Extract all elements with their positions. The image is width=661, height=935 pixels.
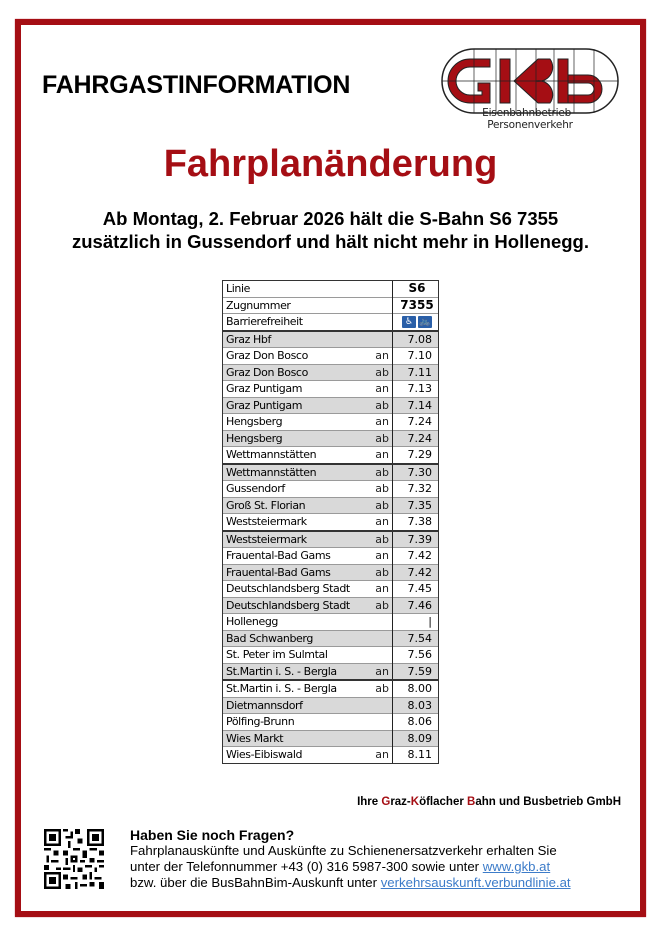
qr-code-icon[interactable] xyxy=(44,829,104,889)
departure-time: 7.08 xyxy=(393,331,439,348)
arrival-departure: ab xyxy=(368,680,393,697)
station-name: Groß St. Florian xyxy=(223,497,368,514)
gkb-website-link[interactable]: www.gkb.at xyxy=(482,859,551,874)
timetable-row xyxy=(223,597,438,614)
station-name: Graz Puntigam xyxy=(223,381,368,398)
arrival-departure: an xyxy=(368,447,393,464)
departure-time: 8.06 xyxy=(393,714,439,731)
line-label: Linie xyxy=(226,282,250,296)
station-name: Wies Markt xyxy=(223,730,368,747)
departure-time: 7.24 xyxy=(393,414,439,431)
arrival-departure xyxy=(368,331,393,348)
faq-question: Haben Sie noch Fragen? xyxy=(130,827,295,843)
station-name: Weststeiermark xyxy=(223,514,368,531)
station-name: Wettmannstätten xyxy=(223,447,368,464)
departure-time: 7.10 xyxy=(393,348,439,365)
arrival-departure xyxy=(368,614,393,631)
departure-time: 7.11 xyxy=(393,364,439,381)
arrival-departure: an xyxy=(368,663,393,680)
arrival-departure: ab xyxy=(368,497,393,514)
verbund-info-link[interactable]: verkehrsauskunft.verbundlinie.at xyxy=(380,875,571,890)
arrival-departure: an xyxy=(368,747,393,763)
departure-time: 7.30 xyxy=(393,464,439,481)
station-name: Deutschlandsberg Stadt xyxy=(223,581,368,598)
station-name: Dietmannsdorf xyxy=(223,697,368,714)
arrival-departure: an xyxy=(368,381,393,398)
header-row-line xyxy=(223,281,438,297)
header-row-accessibility xyxy=(223,314,438,331)
station-name: Frauental-Bad Gams xyxy=(223,548,368,565)
departure-time: 7.45 xyxy=(393,581,439,598)
departure-time: 7.38 xyxy=(393,514,439,531)
timetable-row xyxy=(223,647,438,664)
timetable-row xyxy=(223,548,438,565)
station-name: Pölfing-Brunn xyxy=(223,714,368,731)
timetable-row xyxy=(223,680,438,697)
arrival-departure: ab xyxy=(368,397,393,414)
arrival-departure: ab xyxy=(368,430,393,447)
departure-time: 7.59 xyxy=(393,663,439,680)
notice-headline: Fahrplanänderung xyxy=(163,143,498,185)
train-number-label: Zugnummer xyxy=(223,297,368,314)
arrival-departure xyxy=(368,730,393,747)
timetable-row xyxy=(223,348,438,365)
departure-time: 8.11 xyxy=(393,747,439,763)
station-name: Hollenegg xyxy=(223,614,368,631)
timetable-row xyxy=(223,381,438,398)
timetable-row xyxy=(223,531,438,548)
station-name: Frauental-Bad Gams xyxy=(223,564,368,581)
departure-time: 7.42 xyxy=(393,548,439,565)
station-name: Wies-Eibiswald xyxy=(223,747,368,763)
arrival-departure: an xyxy=(368,414,393,431)
station-name: Deutschlandsberg Stadt xyxy=(223,597,368,614)
timetable-row xyxy=(223,564,438,581)
timetable-row xyxy=(223,714,438,731)
departure-time: 7.32 xyxy=(393,481,439,498)
departure-time: 7.46 xyxy=(393,597,439,614)
station-name: Gussendorf xyxy=(223,481,368,498)
station-name: Graz Puntigam xyxy=(223,397,368,414)
accessibility-label: Barrierefreiheit xyxy=(223,314,368,331)
timetable-row xyxy=(223,581,438,598)
station-name: St.Martin i. S. - Bergla xyxy=(223,663,368,680)
arrival-departure: ab xyxy=(368,531,393,548)
faq-text-3: bzw. über die BusBahnBim-Auskunft unter verkehrsauskunft.verbundlinie.at xyxy=(130,875,571,890)
departure-time: | xyxy=(393,614,439,631)
header-row-train-number xyxy=(223,297,438,314)
timetable-row xyxy=(223,614,438,631)
line-value: S6 xyxy=(408,281,426,296)
notice-line-1: Ab Montag, 2. Februar 2026 hält die S-Bahn S6 7355 xyxy=(102,208,559,229)
timetable-row xyxy=(223,497,438,514)
station-name: St. Peter im Sulmtal xyxy=(223,647,368,664)
notice-text xyxy=(0,207,661,253)
timetable xyxy=(222,280,439,764)
timetable-row xyxy=(223,697,438,714)
timetable-row xyxy=(223,430,438,447)
arrival-departure: an xyxy=(368,348,393,365)
company-signature: Ihre Graz-Köflacher Bahn und Busbetrieb GmbH xyxy=(357,796,621,808)
station-name: Weststeiermark xyxy=(223,531,368,548)
departure-time: 8.09 xyxy=(393,730,439,747)
station-name: Graz Don Bosco xyxy=(223,364,368,381)
timetable-row xyxy=(223,514,438,531)
timetable-row xyxy=(223,730,438,747)
station-name: St.Martin i. S. - Bergla xyxy=(223,680,368,697)
station-name: Bad Schwanberg xyxy=(223,630,368,647)
departure-time: 7.56 xyxy=(393,647,439,664)
departure-time: 7.39 xyxy=(393,531,439,548)
faq-text-2: unter der Telefonnummer +43 (0) 316 5987-300 sowie unter www.gkb.at xyxy=(130,859,551,874)
arrival-departure: ab xyxy=(368,597,393,614)
station-name: Hengsberg xyxy=(223,414,368,431)
faq-text-1: Fahrplanauskünfte und Auskünfte zu Schienenersatzverkehr erhalten Sie xyxy=(130,843,557,858)
arrival-departure: an xyxy=(368,514,393,531)
timetable-row xyxy=(223,397,438,414)
timetable-row xyxy=(223,464,438,481)
arrival-departure xyxy=(368,714,393,731)
departure-time: 7.29 xyxy=(393,447,439,464)
timetable-row xyxy=(223,663,438,680)
departure-time: 7.35 xyxy=(393,497,439,514)
station-name: Graz Hbf xyxy=(223,331,368,348)
logo-subtitle: Eisenbahnbetrieb - Personenverkehr xyxy=(482,107,578,131)
station-name: Wettmannstätten xyxy=(223,464,368,481)
departure-time: 8.00 xyxy=(393,680,439,697)
timetable-row xyxy=(223,364,438,381)
arrival-departure xyxy=(368,630,393,647)
wheelchair-icon: ♿ xyxy=(402,316,416,328)
arrival-departure: ab xyxy=(368,364,393,381)
arrival-departure: ab xyxy=(368,481,393,498)
station-name: Hengsberg xyxy=(223,430,368,447)
page-title: FAHRGASTINFORMATION xyxy=(42,71,351,99)
departure-time: 7.14 xyxy=(393,397,439,414)
station-name: Graz Don Bosco xyxy=(223,348,368,365)
timetable-row xyxy=(223,747,438,763)
arrival-departure: an xyxy=(368,548,393,565)
timetable-row xyxy=(223,481,438,498)
timetable-row xyxy=(223,414,438,431)
train-number-value: 7355 xyxy=(393,297,439,314)
departure-time: 7.42 xyxy=(393,564,439,581)
departure-time: 7.13 xyxy=(393,381,439,398)
arrival-departure: an xyxy=(368,581,393,598)
arrival-departure xyxy=(368,647,393,664)
contact-info xyxy=(130,827,571,891)
notice-line-2: zusätzlich in Gussendorf und hält nicht mehr in Hollenegg. xyxy=(71,231,589,252)
bicycle-icon: 🚲 xyxy=(419,316,431,327)
departure-time: 7.24 xyxy=(393,430,439,447)
arrival-departure: ab xyxy=(368,564,393,581)
departure-time: 8.03 xyxy=(393,697,439,714)
timetable-row xyxy=(223,630,438,647)
arrival-departure xyxy=(368,697,393,714)
arrival-departure: ab xyxy=(368,464,393,481)
timetable-row xyxy=(223,331,438,348)
departure-time: 7.54 xyxy=(393,630,439,647)
timetable-row xyxy=(223,447,438,464)
